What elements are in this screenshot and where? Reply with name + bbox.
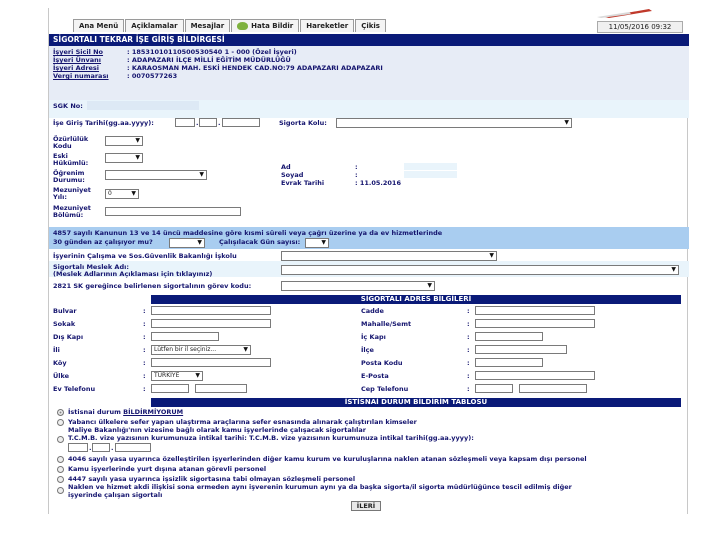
colon: : [467, 385, 470, 393]
gorev-kodu-label: 2821 SK gereğince belirlenen sigortalının görev kodu: [53, 282, 252, 290]
menu-hareketler[interactable] [300, 19, 354, 32]
soyad-label: Soyad [281, 171, 304, 179]
unvan-label: İşyeri Ünvanı [53, 56, 102, 64]
date-display: 11/05/2016 09:32 [597, 21, 683, 33]
cadde-input[interactable] [475, 306, 595, 315]
chevron-down-icon: ▼ [489, 252, 494, 259]
ise-giris-year-input[interactable] [222, 118, 260, 127]
tcmb-day-input[interactable] [68, 443, 88, 452]
ilce-input[interactable] [475, 345, 567, 354]
istisnai-option-6-line1: Naklen ve hizmet akdi ilişkisi sona ermeden aynı işverenin kurumun aynı ya da başka sigorta/il sigorta müdürlüğünce tescil edilmiş diğer [68, 483, 572, 491]
chevron-down-icon: ▼ [243, 346, 248, 353]
adres-label: İşyeri Adresi [53, 64, 100, 72]
sgk-input[interactable] [87, 101, 199, 110]
vergi-value: : 0070577263 [127, 72, 178, 80]
ulke-select[interactable] [151, 371, 203, 381]
ev-telefonu-label: Ev Telefonu [53, 385, 96, 393]
mahalle-label: Mahalle/Semt [361, 320, 412, 328]
menu-label: Hata Bildir [251, 22, 294, 30]
chevron-down-icon: ▼ [427, 282, 432, 289]
main-menu [73, 19, 387, 32]
colon: : [143, 385, 146, 393]
colon: : [467, 359, 470, 367]
meslek-select[interactable] [281, 265, 679, 275]
employer-adres-row [53, 64, 383, 72]
yili-label: Yılı: [53, 193, 67, 201]
meslek-aciklama-link[interactable]: (Meslek Adlarının Açıklaması için tıklayınız) [53, 270, 213, 278]
meslek-label: Sigortalı Meslek Adı: [53, 263, 129, 271]
page-frame [48, 8, 688, 514]
kismi-sureli-question: 30 günden az çalışıyor mu? [53, 238, 153, 246]
colon: : [143, 359, 146, 367]
ozurluluk-select[interactable] [105, 136, 143, 146]
koy-input[interactable] [151, 358, 271, 367]
mezuniyet-yili-value: 0 [108, 190, 112, 197]
istisnai-option-6-line2: işyerinde çalışan sigortalı [68, 491, 163, 499]
ise-giris-month-input[interactable] [199, 118, 217, 127]
chevron-down-icon: ▼ [135, 154, 140, 161]
chevron-down-icon: ▼ [564, 119, 569, 126]
soyad-value: : [355, 171, 358, 179]
cadde-label: Cadde [361, 307, 384, 315]
logo-swoosh-icon [569, 8, 659, 18]
e-posta-input[interactable] [475, 371, 595, 380]
istisnai-option-5: 4447 sayılı yasa uyarınca işsizlik sigortasına tabi olmayan sözleşmeli personel [68, 475, 356, 483]
il-select[interactable] [151, 345, 251, 355]
page-title: SİGORTALI TEKRAR İŞE GİRİŞ BİLDİRGESİ [49, 34, 689, 46]
dis-kapi-input[interactable] [151, 332, 219, 341]
istisnai-option-2-line1: Maliye Bakanlığı'nın vizesine bağlı olarak kamu işyerlerinde çalışacak sigortalılar [68, 426, 366, 434]
soyad-field [404, 171, 457, 178]
istisnai-option-0 [68, 409, 183, 416]
mezuniyet-label: Mezuniyet [53, 186, 91, 194]
sokak-label: Sokak [53, 320, 76, 328]
mahalle-input[interactable] [475, 319, 595, 328]
cep-telefonu-input[interactable] [519, 384, 587, 393]
colon: : [467, 346, 470, 354]
istisnai-section-header: İSTİSNAİ DURUM BİLDİRİM TABLOSU [151, 398, 681, 407]
menu-label: Çikis [361, 22, 380, 30]
ozurluluk-label: Özürlülük [53, 135, 89, 143]
mezuniyet-yili-select[interactable] [105, 189, 139, 199]
eski-hukumlu-select[interactable] [105, 153, 143, 163]
colon: : [143, 333, 146, 341]
chevron-down-icon: ▼ [131, 190, 136, 197]
sokak-input[interactable] [151, 319, 271, 328]
ulke-label: Ülke [53, 372, 70, 380]
chevron-down-icon: ▼ [199, 171, 204, 178]
date-sep: . [218, 119, 221, 127]
menu-label: Ana Menü [79, 22, 119, 30]
il-select-value: Lütfen bir il seçiniz... [154, 346, 217, 353]
sicil-value: : 18531010110500530540 1 - 000 (Özel İşyeri) [127, 48, 297, 56]
employer-info [49, 46, 689, 102]
ogrenim-select[interactable] [105, 170, 207, 180]
top-bar [49, 8, 689, 34]
istisnai-option-0-text: İstisnai durum [68, 408, 124, 416]
ic-kapi-label: İç Kapı [361, 333, 386, 341]
posta-kodu-label: Posta Kodu [361, 359, 403, 367]
chevron-down-icon: ▼ [321, 239, 326, 246]
il-label: İli [53, 346, 60, 354]
tcmb-month-input[interactable] [92, 443, 110, 452]
istisnai-radio-6[interactable] [57, 487, 64, 494]
cep-telefonu-label: Cep Telefonu [361, 385, 409, 393]
colon: : [467, 372, 470, 380]
dis-kapi-label: Dış Kapı [53, 333, 84, 341]
istisnai-radio-bildirmiyorum[interactable] [57, 409, 64, 416]
istisnai-radio-4[interactable] [57, 466, 64, 473]
istisnai-option-2-line2: T.C.M.B. vize yazısının kurumunuza intikal tarihi: T.C.M.B. vize yazısının kurumunuza intikal tarihi(gg.aa.yyyy): [68, 434, 474, 442]
tcmb-year-input[interactable] [115, 443, 151, 452]
menu-aciklamalar[interactable] [125, 19, 183, 32]
address-section-header: SİGORTALI ADRES BİLGİLERİ [151, 295, 681, 304]
istisnai-option-4: Kamu işyerlerinde yurt dışına atanan görevli personel [68, 465, 267, 473]
cep-telefonu-code-input[interactable] [475, 384, 513, 393]
eski-label: Eski [53, 152, 68, 160]
menu-label: Açiklamalar [131, 22, 178, 30]
durumu-label: Durumu: [53, 176, 85, 184]
date-sep: . [89, 444, 92, 452]
bug-icon [237, 22, 248, 30]
mezuniyet-bolumu-label: Mezuniyet [53, 204, 91, 212]
sigorta-kolu-select[interactable] [336, 118, 572, 128]
iskolu-select[interactable] [281, 251, 497, 261]
istisnai-option-1: Yabancı ülkelere sefer yapan ulaştırma araçlarına sefer esnasında alınarak çalıştırılan kimseler [68, 418, 417, 426]
istisnai-radio-5[interactable] [57, 476, 64, 483]
colon: : [467, 307, 470, 315]
bulvar-input[interactable] [151, 306, 271, 315]
vergi-label: Vergi numarası [53, 72, 109, 80]
ad-label: Ad [281, 163, 291, 171]
evrak-value: : 11.05.2016 [355, 179, 401, 187]
chevron-down-icon: ▼ [671, 266, 676, 273]
colon: : [143, 320, 146, 328]
istisnai-radio-3[interactable] [57, 456, 64, 463]
ad-value: : [355, 163, 358, 171]
unvan-value: : ADAPAZARI İLÇE MİLLİ EĞİTİM MÜDÜRLÜĞÜ [127, 56, 291, 64]
menu-hata-bildir[interactable] [231, 19, 299, 32]
ozurluluk-kodu-label: Kodu [53, 142, 72, 150]
ad-field [404, 163, 457, 170]
employer-unvan-row [53, 56, 291, 64]
next-button[interactable]: İLERİ [351, 501, 381, 511]
evrak-label: Evrak Tarihi [281, 179, 325, 187]
ise-giris-label: İşe Giriş Tarihi(gg.aa.yyyy): [53, 119, 154, 127]
menu-mesajlar[interactable] [185, 19, 231, 32]
colon: : [143, 307, 146, 315]
ev-telefonu-code-input[interactable] [151, 384, 189, 393]
gorev-kodu-select[interactable] [281, 281, 435, 291]
menu-label: Hareketler [306, 22, 349, 30]
istisnai-option-0-emphasis: BİLDİRMİYORUM [123, 408, 184, 416]
chevron-down-icon: ▼ [195, 372, 200, 379]
calisilacak-gun-label: Çalışılacak Gün sayısı: [219, 238, 301, 246]
istisnai-option-3: 4046 sayılı yasa uyarınca özelleştirilen işyerlerinden diğer kamu kurum ve kuruluşlarına naklen atanan sözleşmeli veya kapsam dışı personel [68, 455, 587, 463]
iskolu-label: İşyerinin Çalışma ve Sos.Güvenlik Bakanlığı İşkolu [53, 252, 237, 260]
calisilacak-gun-select[interactable] [305, 238, 329, 248]
istisnai-radio-1[interactable] [57, 419, 64, 426]
ulke-select-value: TÜRKİYE [154, 372, 180, 379]
menu-cikis[interactable] [355, 19, 386, 32]
chevron-down-icon: ▼ [197, 239, 202, 246]
menu-label: Mesajlar [190, 22, 225, 30]
koy-label: Köy [53, 359, 67, 367]
kismi-sureli-select[interactable] [169, 238, 205, 248]
chevron-down-icon: ▼ [135, 137, 140, 144]
colon: : [143, 346, 146, 354]
employer-vergi-row [53, 72, 177, 80]
colon: : [467, 333, 470, 341]
menu-ana-menu[interactable] [73, 19, 124, 32]
istisnai-radio-2[interactable] [57, 436, 64, 443]
posta-kodu-input[interactable] [475, 358, 543, 367]
sicil-label: İşyeri Sicil No [53, 48, 104, 56]
ic-kapi-input[interactable] [475, 332, 543, 341]
ev-telefonu-input[interactable] [195, 384, 247, 393]
kismi-sureli-text: 4857 sayılı Kanunun 13 ve 14 üncü maddesine göre kısmi süreli veya çağrı üzerine ya da ev hizmetlerinde [53, 229, 443, 237]
mezuniyet-bolumu-input[interactable] [105, 207, 241, 216]
bolumu-label: Bölümü: [53, 211, 84, 219]
colon: : [143, 372, 146, 380]
employer-sicil-row [53, 48, 297, 56]
e-posta-label: E-Posta [361, 372, 389, 380]
hukumlu-label: Hükümlü: [53, 159, 89, 167]
colon: : [467, 320, 470, 328]
ogrenim-label: Öğrenim [53, 169, 85, 177]
date-sep: . [111, 444, 114, 452]
ilce-label: İlçe [361, 346, 374, 354]
adres-value: : KARAOSMAN MAH. ESKİ HENDEK CAD.NO:79 ADAPAZARI ADAPAZARI [127, 64, 383, 72]
date-sep: . [196, 119, 199, 127]
ise-giris-day-input[interactable] [175, 118, 195, 127]
sigorta-kolu-label: Sigorta Kolu: [279, 119, 327, 127]
bulvar-label: Bulvar [53, 307, 77, 315]
sgk-label: SGK No: [53, 102, 83, 110]
